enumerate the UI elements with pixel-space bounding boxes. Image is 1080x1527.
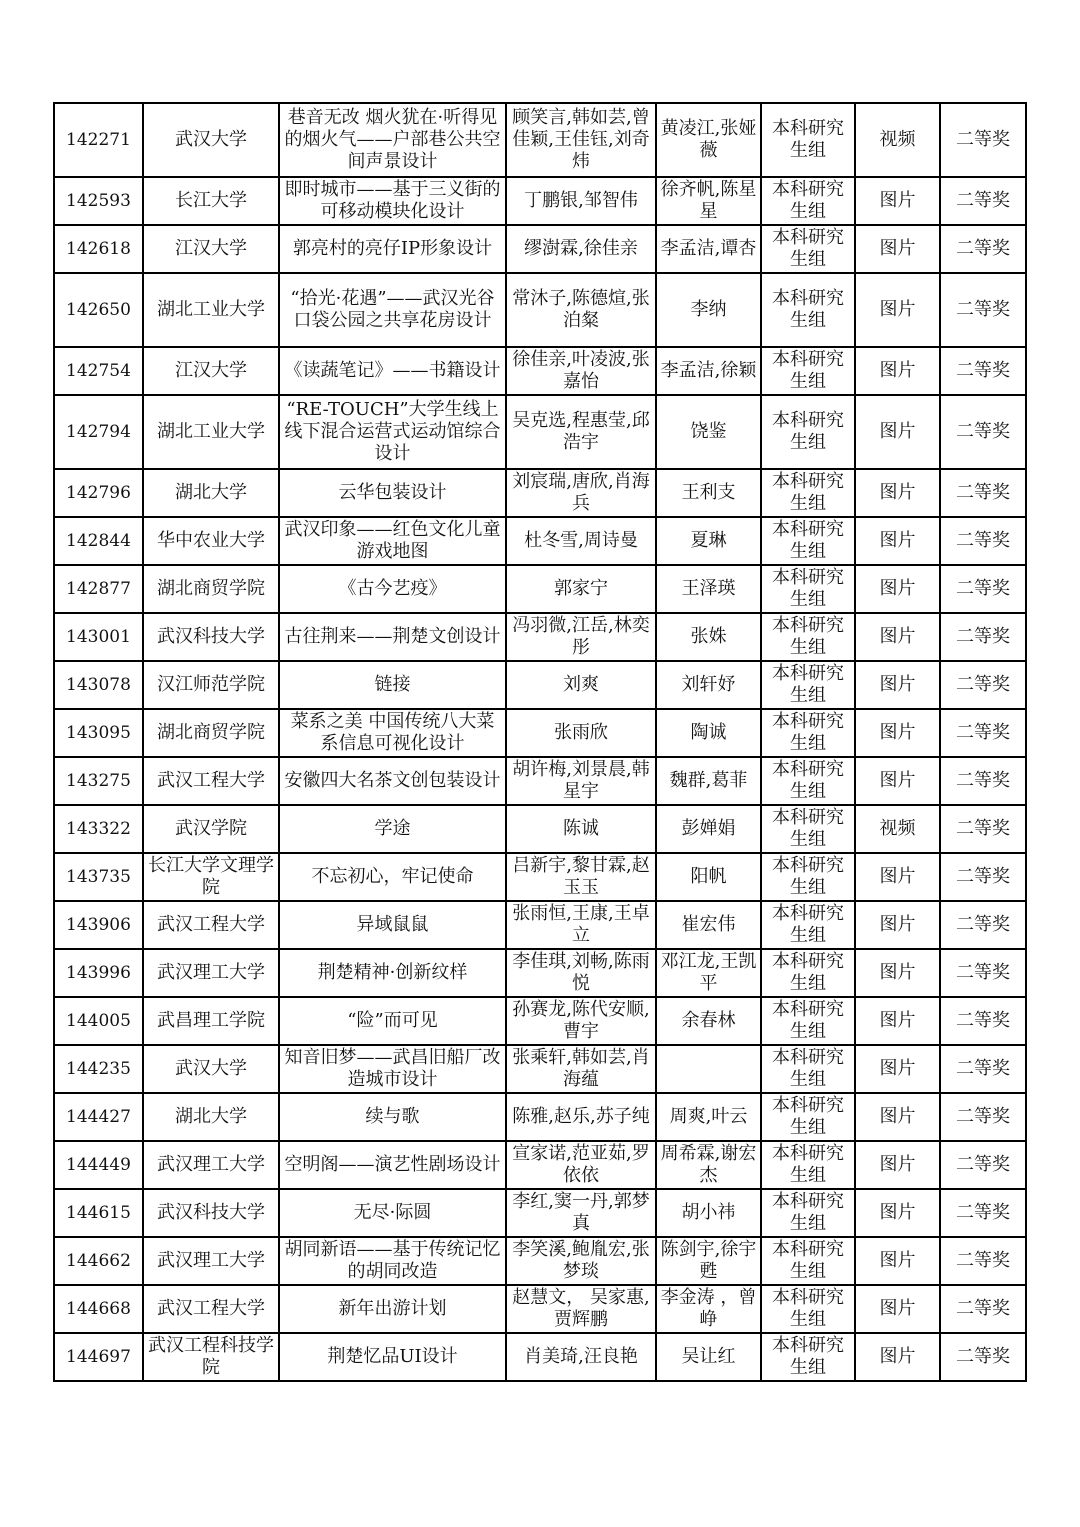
authors-cell: 吴克选,程惠莹,邱浩宇 [506, 395, 656, 469]
work-title-cell: 无尽·际圆 [279, 1189, 506, 1237]
entry-id-cell: 142593 [54, 177, 143, 225]
work-title-cell: 异域鼠鼠 [279, 901, 506, 949]
group-cell: 本科研究生组 [761, 901, 855, 949]
award-cell: 二等奖 [940, 949, 1026, 997]
award-cell: 二等奖 [940, 1189, 1026, 1237]
school-cell: 武汉工程大学 [143, 1285, 279, 1333]
work-title-cell: 荆楚忆品UI设计 [279, 1333, 506, 1381]
table-row [54, 1237, 1026, 1285]
school-cell: 长江大学 [143, 177, 279, 225]
group-cell: 本科研究生组 [761, 273, 855, 347]
school-cell: 武汉理工大学 [143, 1141, 279, 1189]
school-cell: 湖北大学 [143, 1093, 279, 1141]
authors-cell: 陈诚 [506, 805, 656, 853]
group-cell: 本科研究生组 [761, 613, 855, 661]
table-row [54, 177, 1026, 225]
entry-id-cell: 143001 [54, 613, 143, 661]
authors-cell: 吕新宇,黎甘霖,赵玉玉 [506, 853, 656, 901]
award-cell: 二等奖 [940, 1237, 1026, 1285]
table-row [54, 1189, 1026, 1237]
work-type-cell: 视频 [855, 103, 940, 177]
school-cell: 湖北商贸学院 [143, 565, 279, 613]
entry-id-cell: 144235 [54, 1045, 143, 1093]
group-cell: 本科研究生组 [761, 997, 855, 1045]
authors-cell: 李红,窦一丹,郭梦真 [506, 1189, 656, 1237]
award-cell: 二等奖 [940, 395, 1026, 469]
work-title-cell: “RE-TOUCH”大学生线上线下混合运营式运动馆综合设计 [279, 395, 506, 469]
entry-id-cell: 144662 [54, 1237, 143, 1285]
school-cell: 武汉学院 [143, 805, 279, 853]
entry-id-cell: 143095 [54, 709, 143, 757]
work-title-cell: 不忘初心，牢记使命 [279, 853, 506, 901]
advisor-cell: 魏群,葛菲 [656, 757, 761, 805]
award-cell: 二等奖 [940, 103, 1026, 177]
work-title-cell: 郭亮村的亮仔IP形象设计 [279, 225, 506, 273]
entry-id-cell: 142796 [54, 469, 143, 517]
table-row [54, 997, 1026, 1045]
group-cell: 本科研究生组 [761, 225, 855, 273]
work-title-cell: 知音旧梦——武昌旧船厂改造城市设计 [279, 1045, 506, 1093]
entry-id-cell: 144005 [54, 997, 143, 1045]
authors-cell: 李佳琪,刘畅,陈雨悦 [506, 949, 656, 997]
entry-id-cell: 142618 [54, 225, 143, 273]
table-row [54, 661, 1026, 709]
group-cell: 本科研究生组 [761, 1285, 855, 1333]
table-row [54, 103, 1026, 177]
table-row [54, 1045, 1026, 1093]
authors-cell: 张乘轩,韩如芸,肖海蕴 [506, 1045, 656, 1093]
entry-id-cell: 142877 [54, 565, 143, 613]
authors-cell: 张雨恒,王康,王卓立 [506, 901, 656, 949]
group-cell: 本科研究生组 [761, 709, 855, 757]
advisor-cell: 饶鉴 [656, 395, 761, 469]
school-cell: 武汉大学 [143, 103, 279, 177]
school-cell: 江汉大学 [143, 225, 279, 273]
table-row [54, 709, 1026, 757]
entry-id-cell: 144449 [54, 1141, 143, 1189]
school-cell: 湖北大学 [143, 469, 279, 517]
award-cell: 二等奖 [940, 709, 1026, 757]
advisor-cell: 陈剑宇,徐宇甦 [656, 1237, 761, 1285]
table-row [54, 901, 1026, 949]
authors-cell: 孙赛龙,陈代安顺,曹宇 [506, 997, 656, 1045]
work-type-cell: 图片 [855, 709, 940, 757]
advisor-cell: 李纳 [656, 273, 761, 347]
entry-id-cell: 144615 [54, 1189, 143, 1237]
group-cell: 本科研究生组 [761, 661, 855, 709]
authors-cell: 缪澍霖,徐佳亲 [506, 225, 656, 273]
advisor-cell: 李孟洁,徐颖 [656, 347, 761, 395]
advisor-cell: 邓江龙,王凯平 [656, 949, 761, 997]
advisor-cell: 崔宏伟 [656, 901, 761, 949]
entry-id-cell: 143996 [54, 949, 143, 997]
work-type-cell: 图片 [855, 613, 940, 661]
authors-cell: 常沐子,陈德煊,张泊粲 [506, 273, 656, 347]
authors-cell: 赵慧文， 吴家惠,贾辉鹏 [506, 1285, 656, 1333]
group-cell: 本科研究生组 [761, 517, 855, 565]
school-cell: 武汉工程大学 [143, 757, 279, 805]
school-cell: 湖北工业大学 [143, 273, 279, 347]
work-type-cell: 图片 [855, 469, 940, 517]
group-cell: 本科研究生组 [761, 805, 855, 853]
work-type-cell: 图片 [855, 273, 940, 347]
advisor-cell: 张姝 [656, 613, 761, 661]
authors-cell: 李笑溪,鲍胤宏,张梦琰 [506, 1237, 656, 1285]
table-row [54, 565, 1026, 613]
work-type-cell: 图片 [855, 1189, 940, 1237]
table-row [54, 805, 1026, 853]
work-title-cell: 空明阁——演艺性剧场设计 [279, 1141, 506, 1189]
work-title-cell: 《古今艺疫》 [279, 565, 506, 613]
award-cell: 二等奖 [940, 901, 1026, 949]
advisor-cell: 阳帆 [656, 853, 761, 901]
work-title-cell: 即时城市——基于三义街的可移动模块化设计 [279, 177, 506, 225]
table-row [54, 1285, 1026, 1333]
group-cell: 本科研究生组 [761, 103, 855, 177]
entry-id-cell: 143322 [54, 805, 143, 853]
award-cell: 二等奖 [940, 805, 1026, 853]
entry-id-cell: 144427 [54, 1093, 143, 1141]
table-row [54, 225, 1026, 273]
school-cell: 长江大学文理学院 [143, 853, 279, 901]
work-title-cell: 古往荆来——荆楚文创设计 [279, 613, 506, 661]
work-type-cell: 图片 [855, 1045, 940, 1093]
group-cell: 本科研究生组 [761, 347, 855, 395]
work-type-cell: 视频 [855, 805, 940, 853]
work-type-cell: 图片 [855, 853, 940, 901]
work-title-cell: 胡同新语——基于传统记忆的胡同改造 [279, 1237, 506, 1285]
school-cell: 湖北工业大学 [143, 395, 279, 469]
school-cell: 武汉大学 [143, 1045, 279, 1093]
school-cell: 武汉科技大学 [143, 1189, 279, 1237]
entry-id-cell: 144668 [54, 1285, 143, 1333]
authors-cell: 张雨欣 [506, 709, 656, 757]
group-cell: 本科研究生组 [761, 1189, 855, 1237]
authors-cell: 刘爽 [506, 661, 656, 709]
group-cell: 本科研究生组 [761, 565, 855, 613]
entry-id-cell: 142650 [54, 273, 143, 347]
table-row [54, 395, 1026, 469]
work-type-cell: 图片 [855, 1333, 940, 1381]
work-type-cell: 图片 [855, 1285, 940, 1333]
work-title-cell: 云华包装设计 [279, 469, 506, 517]
work-title-cell: 菜系之美 中国传统八大菜系信息可视化设计 [279, 709, 506, 757]
authors-cell: 宣家诺,范亚茹,罗依依 [506, 1141, 656, 1189]
entry-id-cell: 142794 [54, 395, 143, 469]
award-cell: 二等奖 [940, 225, 1026, 273]
advisor-cell: 夏琳 [656, 517, 761, 565]
award-cell: 二等奖 [940, 1045, 1026, 1093]
advisor-cell: 胡小祎 [656, 1189, 761, 1237]
award-cell: 二等奖 [940, 469, 1026, 517]
work-type-cell: 图片 [855, 997, 940, 1045]
authors-cell: 顾笑言,韩如芸,曾佳颖,王佳钰,刘奇炜 [506, 103, 656, 177]
work-title-cell: 学途 [279, 805, 506, 853]
work-type-cell: 图片 [855, 757, 940, 805]
award-cell: 二等奖 [940, 1333, 1026, 1381]
advisor-cell: 彭婵娟 [656, 805, 761, 853]
work-type-cell: 图片 [855, 1141, 940, 1189]
award-table [53, 102, 1027, 1382]
school-cell: 武汉工程科技学院 [143, 1333, 279, 1381]
table-row [54, 1333, 1026, 1381]
work-type-cell: 图片 [855, 565, 940, 613]
group-cell: 本科研究生组 [761, 949, 855, 997]
work-title-cell: “险”而可见 [279, 997, 506, 1045]
award-cell: 二等奖 [940, 517, 1026, 565]
school-cell: 汉江师范学院 [143, 661, 279, 709]
work-type-cell: 图片 [855, 347, 940, 395]
school-cell: 武汉科技大学 [143, 613, 279, 661]
award-cell: 二等奖 [940, 177, 1026, 225]
authors-cell: 郭家宁 [506, 565, 656, 613]
work-type-cell: 图片 [855, 1237, 940, 1285]
table-row [54, 1093, 1026, 1141]
award-cell: 二等奖 [940, 1285, 1026, 1333]
school-cell: 武昌理工学院 [143, 997, 279, 1045]
advisor-cell: 李金涛 ，曾峥 [656, 1285, 761, 1333]
entry-id-cell: 143735 [54, 853, 143, 901]
work-title-cell: “拾光·花遇”——武汉光谷口袋公园之共享花房设计 [279, 273, 506, 347]
work-title-cell: 链接 [279, 661, 506, 709]
advisor-cell: 吴让红 [656, 1333, 761, 1381]
award-cell: 二等奖 [940, 347, 1026, 395]
advisor-cell: 王泽瑛 [656, 565, 761, 613]
work-title-cell: 续与歌 [279, 1093, 506, 1141]
award-cell: 二等奖 [940, 565, 1026, 613]
entry-id-cell: 144697 [54, 1333, 143, 1381]
table-row [54, 949, 1026, 997]
authors-cell: 刘宸瑞,唐欣,肖海兵 [506, 469, 656, 517]
group-cell: 本科研究生组 [761, 469, 855, 517]
table-row [54, 613, 1026, 661]
work-type-cell: 图片 [855, 661, 940, 709]
group-cell: 本科研究生组 [761, 757, 855, 805]
work-type-cell: 图片 [855, 1093, 940, 1141]
table-row [54, 273, 1026, 347]
award-cell: 二等奖 [940, 757, 1026, 805]
award-cell: 二等奖 [940, 273, 1026, 347]
work-type-cell: 图片 [855, 225, 940, 273]
award-cell: 二等奖 [940, 613, 1026, 661]
advisor-cell: 余春林 [656, 997, 761, 1045]
work-type-cell: 图片 [855, 901, 940, 949]
work-title-cell: 新年出游计划 [279, 1285, 506, 1333]
authors-cell: 肖美琦,汪良艳 [506, 1333, 656, 1381]
school-cell: 武汉理工大学 [143, 1237, 279, 1285]
work-type-cell: 图片 [855, 395, 940, 469]
award-cell: 二等奖 [940, 1141, 1026, 1189]
group-cell: 本科研究生组 [761, 1045, 855, 1093]
table-row [54, 757, 1026, 805]
advisor-cell: 黄凌江,张娅薇 [656, 103, 761, 177]
award-cell: 二等奖 [940, 997, 1026, 1045]
advisor-cell: 周爽,叶云 [656, 1093, 761, 1141]
group-cell: 本科研究生组 [761, 1237, 855, 1285]
authors-cell: 陈雅,赵乐,苏子纯 [506, 1093, 656, 1141]
entry-id-cell: 142754 [54, 347, 143, 395]
work-type-cell: 图片 [855, 517, 940, 565]
school-cell: 江汉大学 [143, 347, 279, 395]
work-type-cell: 图片 [855, 949, 940, 997]
award-table-body [54, 103, 1026, 1381]
award-cell: 二等奖 [940, 853, 1026, 901]
group-cell: 本科研究生组 [761, 1333, 855, 1381]
entry-id-cell: 143275 [54, 757, 143, 805]
authors-cell: 胡许梅,刘景晨,韩星宇 [506, 757, 656, 805]
advisor-cell: 李孟洁,谭杏 [656, 225, 761, 273]
advisor-cell: 周希霖,谢宏杰 [656, 1141, 761, 1189]
group-cell: 本科研究生组 [761, 177, 855, 225]
group-cell: 本科研究生组 [761, 853, 855, 901]
group-cell: 本科研究生组 [761, 395, 855, 469]
entry-id-cell: 142844 [54, 517, 143, 565]
entry-id-cell: 143078 [54, 661, 143, 709]
table-row [54, 517, 1026, 565]
award-cell: 二等奖 [940, 661, 1026, 709]
advisor-cell: 陶诚 [656, 709, 761, 757]
school-cell: 湖北商贸学院 [143, 709, 279, 757]
group-cell: 本科研究生组 [761, 1093, 855, 1141]
work-title-cell: 巷音无改 烟火犹在·听得见的烟火气——户部巷公共空间声景设计 [279, 103, 506, 177]
entry-id-cell: 143906 [54, 901, 143, 949]
advisor-cell: 刘轩妤 [656, 661, 761, 709]
advisor-cell: 王利支 [656, 469, 761, 517]
authors-cell: 丁鹏银,邹智伟 [506, 177, 656, 225]
advisor-cell: 徐齐帆,陈星星 [656, 177, 761, 225]
work-type-cell: 图片 [855, 177, 940, 225]
entry-id-cell: 142271 [54, 103, 143, 177]
table-row [54, 1141, 1026, 1189]
authors-cell: 徐佳亲,叶凌波,张嘉怡 [506, 347, 656, 395]
school-cell: 武汉理工大学 [143, 949, 279, 997]
school-cell: 华中农业大学 [143, 517, 279, 565]
table-row [54, 347, 1026, 395]
authors-cell: 杜冬雪,周诗曼 [506, 517, 656, 565]
work-title-cell: 《读蔬笔记》——书籍设计 [279, 347, 506, 395]
award-cell: 二等奖 [940, 1093, 1026, 1141]
table-row [54, 469, 1026, 517]
table-row [54, 853, 1026, 901]
advisor-cell [656, 1045, 761, 1093]
work-title-cell: 安徽四大名茶文创包装设计 [279, 757, 506, 805]
school-cell: 武汉工程大学 [143, 901, 279, 949]
work-title-cell: 武汉印象——红色文化儿童游戏地图 [279, 517, 506, 565]
work-title-cell: 荆楚精神·创新纹样 [279, 949, 506, 997]
authors-cell: 冯羽微,江岳,林奕彤 [506, 613, 656, 661]
group-cell: 本科研究生组 [761, 1141, 855, 1189]
